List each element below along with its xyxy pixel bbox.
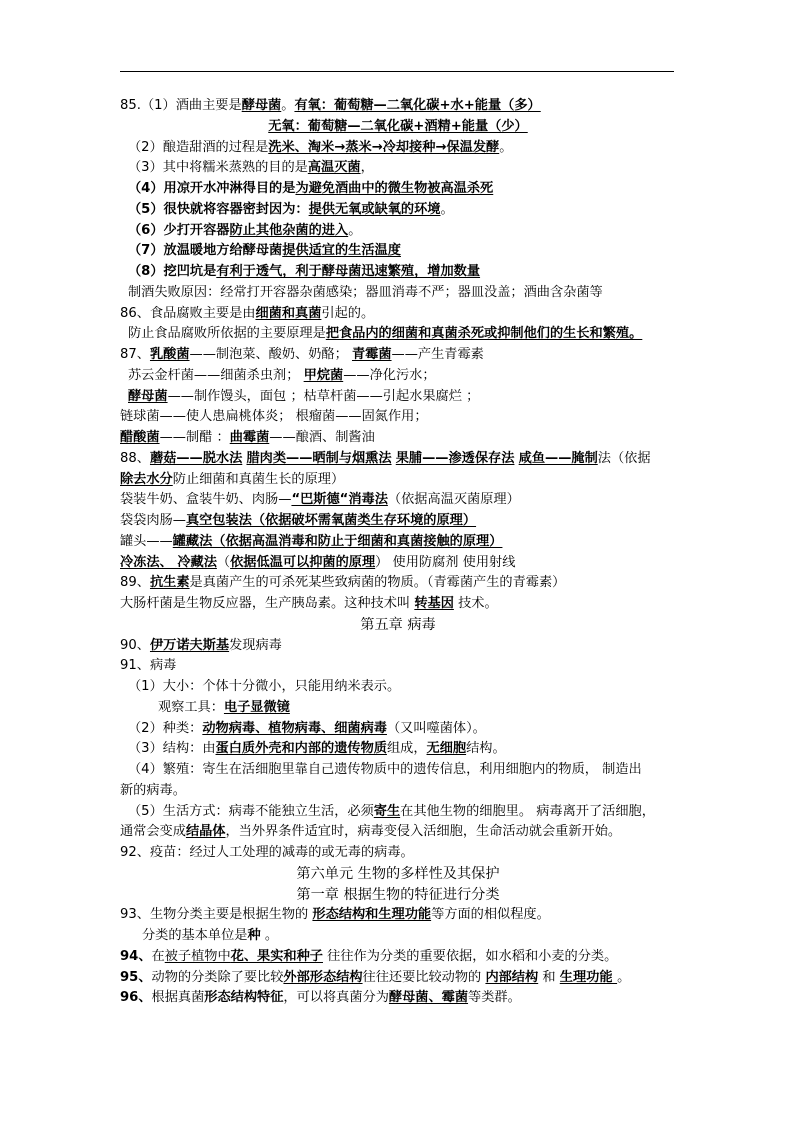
text-line: [120, 822, 676, 843]
text-line: [120, 968, 676, 989]
emphasized-text: 冷冻法、 冷藏法: [120, 554, 217, 570]
text-line: [120, 262, 676, 283]
text-segment: ——制作馒头，面包 ；枯草杆菌——引起水果腐烂 ；: [167, 388, 480, 404]
emphasized-text: 电子显微镜: [223, 699, 290, 715]
text-segment: ，: [360, 160, 374, 176]
emphasized-text: 曲霉菌: [229, 430, 270, 445]
emphasized-text: 寄生: [373, 803, 401, 819]
text-line: [120, 428, 676, 449]
text-line: [120, 698, 676, 719]
text-segment: （7）放温暖地方给酵母菌: [128, 243, 283, 259]
text-line: [120, 802, 676, 823]
text-segment: 制酒失败原因：经常打开容器杂菌感染；器皿消毒不严；器皿没盖；酒曲含杂菌等: [128, 284, 603, 300]
text-segment: 96、: [120, 990, 152, 1006]
text-segment: 等方面的相似程度。: [431, 907, 550, 923]
emphasized-text: 提供适宜的生活温度: [282, 243, 401, 259]
text-line: [120, 947, 676, 968]
text-segment: 新的病毒。: [120, 782, 186, 798]
text-segment: 94、: [120, 948, 152, 964]
text-line: [120, 366, 676, 387]
text-segment: 技术。: [453, 596, 498, 611]
emphasized-text: 把食品内的细菌和真菌杀死或抑制他们的生长和繁殖。: [325, 326, 643, 342]
text-line: [120, 407, 676, 428]
text-segment: （5）很快就将容器密封因为：: [128, 201, 309, 217]
text-segment: 法（依据: [597, 450, 651, 466]
emphasized-text: 真空包装法（依据破坏需氧菌类生存环境的原理）: [185, 513, 477, 528]
text-segment: （8）挖凹坑是: [128, 264, 217, 279]
text-segment: 种: [247, 928, 261, 943]
text-line: [120, 511, 676, 532]
emphasized-text: 罐藏法（依据高温消毒和防止于细菌和真菌接触的原理）: [172, 533, 503, 549]
text-line: [120, 179, 676, 200]
text-line: [120, 843, 676, 864]
text-segment: 结构。: [466, 741, 506, 757]
text-segment: 第六单元 生物的多样性及其保护: [296, 865, 500, 882]
text-segment: 袋袋肉肠—: [120, 513, 186, 528]
emphasized-text: 蘑菇——脱水法: [149, 450, 243, 466]
text-segment: ——产生青霉素: [391, 347, 484, 362]
text-line: [120, 158, 676, 179]
text-line: [120, 781, 676, 802]
text-segment: 往往作为分类的重要依据，如水稻和小麦的分类。: [322, 948, 618, 964]
emphasized-text: 转基因: [414, 596, 454, 611]
emphasized-text: 酵母菌、霉菌: [388, 990, 469, 1006]
text-segment: 86、食品腐败主要是由: [120, 305, 256, 321]
emphasized-text: 有氧：葡萄糖—二氧化碳+水+能量（多）: [294, 98, 541, 113]
text-segment: 防止食品腐败所依据的主要原理是: [128, 326, 326, 342]
text-segment: 是真菌产生的可杀死某些致病菌的物质。（青霉菌产生的青霉素）: [189, 575, 566, 591]
emphasized-text: 果脯——渗透保存法: [395, 450, 515, 466]
text-segment: 89、: [120, 575, 150, 591]
text-segment: 等类群。: [468, 990, 521, 1006]
text-segment: 92、疫苗：经过人工处理的减毒的或无毒的病毒。: [120, 845, 414, 860]
text-line: [120, 532, 676, 553]
text-segment: （6）少打开容器: [128, 222, 230, 238]
emphasized-text: 咸鱼——腌制: [518, 450, 598, 466]
text-segment: ——制泡菜、酸奶、奶酪；: [189, 347, 352, 362]
text-line: [120, 345, 676, 366]
text-segment: 通常会变成: [120, 824, 186, 840]
text-segment: 88、: [120, 450, 150, 466]
emphasized-text: 除去水分: [120, 471, 173, 487]
text-line: [120, 573, 676, 594]
text-segment: 。: [617, 969, 631, 985]
text-segment: （3）结构：由: [128, 741, 216, 757]
emphasized-text: 高温灭菌: [307, 160, 361, 176]
text-segment: 防止细菌和真菌生长的原理）: [172, 471, 345, 487]
text-line: [120, 656, 676, 677]
emphasized-text: 腊肉类——晒制与烟熏法: [246, 450, 392, 466]
text-segment: （2）酿造甜酒的过程是: [128, 139, 269, 155]
text-line: [120, 387, 676, 408]
text-segment: 组成，: [386, 741, 427, 757]
text-line: [120, 988, 676, 1009]
emphasized-text: 酵母菌: [241, 98, 282, 113]
text-segment: 链球菌——使人患扁桃体炎； 根瘤菌——固氮作用；: [120, 409, 428, 425]
text-segment: （3）其中将糯米蒸熟的目的是: [128, 160, 308, 176]
emphasized-text: “巴斯德“消毒法: [291, 492, 388, 508]
emphasized-text: 伊万诺夫斯基: [149, 637, 230, 653]
text-segment: （: [216, 554, 231, 570]
text-segment: 。: [440, 201, 454, 217]
section-heading: [120, 885, 676, 906]
text-segment: （依据高温灭菌原理）: [387, 492, 520, 508]
header-rule: [120, 71, 674, 72]
emphasized-text: 结晶体: [185, 824, 226, 840]
text-segment: （4）用凉开水冲淋得目的是: [128, 181, 296, 196]
text-segment: 罐头——: [120, 533, 173, 549]
emphasized-text: 外部形态结构: [283, 969, 363, 985]
document-body: [120, 96, 676, 1009]
text-segment: 大肠杆菌是生物反应器，生产胰岛素。这种技术叫: [120, 596, 415, 611]
text-segment: 动物的分类除了要比较: [151, 969, 284, 985]
text-line: [120, 96, 676, 117]
emphasized-text: 蛋白质外壳和内部的遗传物质: [215, 741, 387, 757]
text-segment: 发现病毒: [229, 637, 282, 653]
text-segment: 分类的基本单位是: [142, 928, 248, 943]
text-segment: ，可以将真菌分为: [283, 990, 389, 1006]
emphasized-text: 防止其他杂菌的进入: [229, 222, 349, 238]
text-line: [120, 470, 676, 491]
emphasized-text: 无氧：葡萄糖—二氧化碳+酒精+能量（少）: [268, 118, 528, 134]
text-segment: 往往还要比较动物的: [362, 969, 486, 985]
text-segment: 苏云金杆菌——细菌杀虫剂；: [128, 367, 304, 383]
text-segment: 和: [538, 969, 560, 985]
text-segment: 在: [151, 948, 165, 964]
section-heading: [120, 615, 676, 636]
emphasized-text: 被子植物中: [164, 948, 231, 964]
text-segment: 根据真菌: [151, 990, 205, 1006]
emphasized-text: 提供无氧或缺氧的环境: [308, 201, 441, 217]
text-line: [120, 926, 676, 947]
section-heading: [120, 864, 676, 885]
emphasized-text: 依据低温可以抑菌的原理: [230, 554, 376, 570]
text-segment: 93、生物分类主要是根据生物的: [120, 907, 313, 923]
text-line: [120, 490, 676, 511]
emphasized-text: 抗生素: [149, 575, 190, 591]
text-segment: 袋装牛奶、盒装牛奶、肉肠—: [120, 492, 292, 508]
text-segment: 95、: [120, 969, 152, 985]
text-line: [120, 677, 676, 698]
text-segment: ） 使用防腐剂 使用射线: [375, 554, 516, 570]
emphasized-text: 动物病毒、植物病毒、细菌病毒: [202, 720, 387, 736]
emphasized-text: 为避免酒曲中的微生物被高温杀死: [295, 181, 494, 196]
text-line: [120, 594, 676, 615]
text-line: [120, 719, 676, 740]
emphasized-text: 甲烷菌: [303, 367, 344, 383]
emphasized-text: 有利于透气，利于酵母菌迅速繁殖，增加数量: [216, 264, 481, 279]
text-segment: （又叫噬菌体）。: [386, 720, 486, 736]
text-segment: ——制醋 ：: [159, 430, 230, 445]
text-segment: 第五章 病毒: [360, 616, 436, 633]
text-line: [120, 304, 676, 325]
text-segment: 91、病毒: [120, 658, 177, 674]
emphasized-text: 青霉菌: [351, 347, 392, 362]
emphasized-text: 花、果实和种子: [230, 948, 323, 964]
text-line: [120, 739, 676, 760]
text-segment: 。: [348, 222, 362, 238]
text-segment: 85.（1）酒曲主要是: [120, 98, 242, 113]
emphasized-text: 乳酸菌: [149, 347, 190, 362]
emphasized-text: 细菌和真菌: [255, 305, 322, 321]
text-segment: 观察工具：: [158, 699, 224, 715]
text-segment: 第一章 根据生物的特征进行分类: [296, 886, 500, 903]
text-segment: （5）生活方式：病毒不能独立生活，必须: [128, 803, 374, 819]
text-segment: 。: [499, 139, 513, 155]
text-line: [120, 636, 676, 657]
emphasized-text: 内部结构: [485, 969, 539, 985]
text-line: [120, 324, 676, 345]
text-segment: 。: [281, 98, 295, 113]
text-segment: （2）种类：: [128, 720, 203, 736]
text-segment: 。: [260, 928, 279, 943]
text-line: [120, 241, 676, 262]
text-line: [120, 905, 676, 926]
text-segment: ，当外界条件适宜时，病毒变侵入活细胞，生命活动就会重新开始。: [225, 824, 622, 840]
text-segment: 在其他生物的细胞里。 病毒离开了活细胞，: [400, 803, 655, 819]
text-segment: ——净化污水；: [343, 367, 436, 383]
text-line: [120, 138, 676, 159]
text-line: [120, 553, 676, 574]
text-line: [120, 283, 676, 304]
emphasized-text: 无细胞: [426, 741, 467, 757]
text-segment: 形态结构特征: [204, 990, 284, 1006]
text-segment: 90、: [120, 637, 150, 653]
emphasized-text: 洗米、淘米→蒸米→冷却接种→保温发酵: [268, 139, 500, 155]
text-line: [120, 200, 676, 221]
emphasized-text: 醋酸菌: [120, 430, 160, 445]
text-line: [120, 760, 676, 781]
text-line: [120, 221, 676, 242]
text-segment: （1）大小：个体十分微小，只能用纳米表示。: [128, 679, 401, 694]
text-line: [120, 117, 676, 138]
text-segment: 87、: [120, 347, 150, 362]
text-segment: （4）繁殖：寄生在活细胞里靠自己遗传物质中的遗传信息，利用细胞内的物质， 制造出: [128, 762, 642, 777]
text-segment: 引起的。: [321, 305, 375, 321]
emphasized-text: 形态结构和生理功能: [312, 907, 432, 923]
text-segment: ——酿酒、制酱油: [269, 430, 375, 445]
emphasized-text: 酵母菌: [128, 388, 168, 404]
text-line: [120, 449, 676, 470]
emphasized-text: 生理功能: [559, 969, 618, 985]
